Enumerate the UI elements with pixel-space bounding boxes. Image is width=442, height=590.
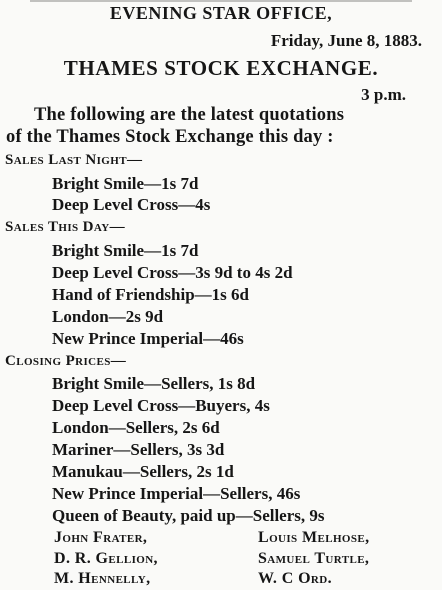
quote-line: Bright Smile—Sellers, 1s 8d [52, 374, 256, 393]
quote-line: New Prince Imperial—46s [52, 329, 244, 348]
signatory-name: M. Hennelly, [54, 570, 151, 587]
signatory-name: W. C Ord. [258, 570, 333, 587]
quote-line: Deep Level Cross—3s 9d to 4s 2d [52, 263, 293, 282]
quote-line: Hand of Friendship—1s 6d [52, 285, 249, 304]
exchange-title: THAMES STOCK EXCHANGE. [63, 56, 379, 80]
quote-line: London—2s 9d [52, 307, 164, 326]
quote-line: New Prince Imperial—Sellers, 46s [52, 484, 301, 503]
intro-line-1: The following are the latest quotations [34, 105, 345, 125]
quote-line: Queen of Beauty, paid up—Sellers, 9s [52, 506, 325, 525]
office-title: EVENING STAR OFFICE, [109, 3, 333, 23]
section-heading-last-night: Sales Last Night— [5, 152, 143, 168]
section-heading-this-day: Sales This Day— [5, 219, 125, 235]
quote-line: Manukau—Sellers, 2s 1d [52, 462, 234, 481]
quote-line: Bright Smile—1s 7d [52, 174, 199, 193]
quote-line: Bright Smile—1s 7d [52, 241, 199, 260]
signatory-name: Samuel Turtle, [258, 550, 370, 567]
signatory-name: Louis Melhose, [258, 529, 370, 546]
signatory-name: John Frater, [54, 529, 148, 546]
intro-line-2: of the Thames Stock Exchange this day : [6, 127, 334, 147]
section-heading-closing: Closing Prices— [5, 353, 127, 369]
dateline: Friday, June 8, 1883. [270, 31, 422, 50]
quote-line: London—Sellers, 2s 6d [52, 418, 220, 437]
quote-line: Deep Level Cross—Buyers, 4s [52, 396, 270, 415]
quote-line: Mariner—Sellers, 3s 3d [52, 440, 225, 459]
quote-line: Deep Level Cross—4s [52, 195, 211, 214]
signatory-name: D. R. Gellion, [54, 550, 158, 567]
top-rule [30, 0, 412, 2]
report-time: 3 p.m. [361, 85, 406, 104]
